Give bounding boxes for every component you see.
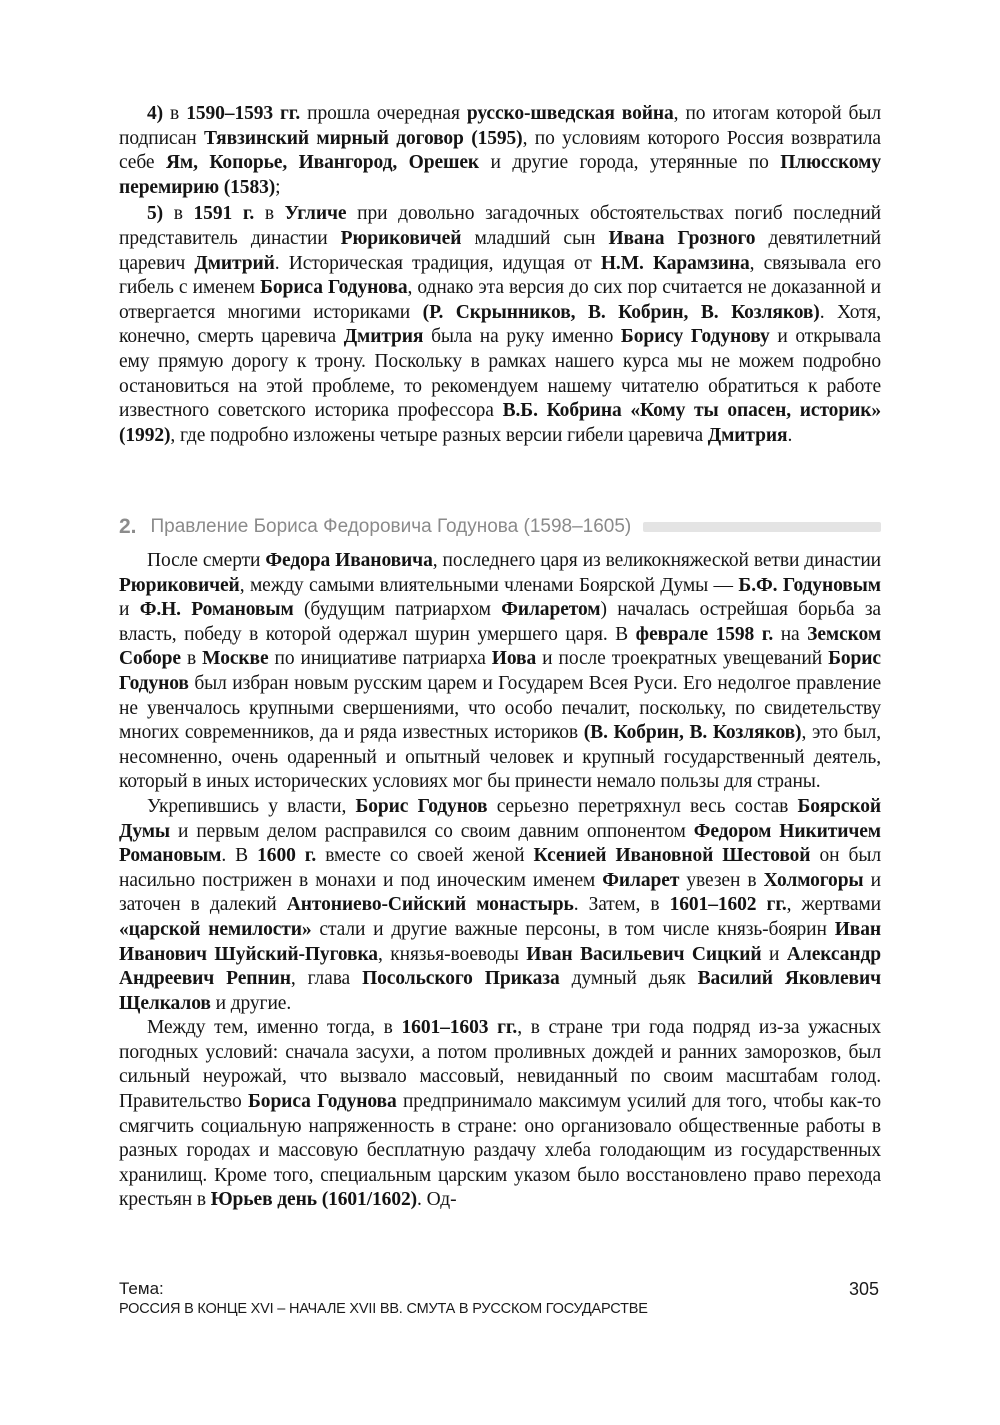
bold-text: Иова: [491, 648, 537, 670]
text-run: и заточен в далекий: [119, 869, 881, 916]
text-run: в: [163, 103, 187, 124]
bold-text: Бориса Годунова: [248, 1091, 397, 1113]
text-run: стали и другие важные персоны, в том числе князь-боярин: [311, 918, 835, 940]
text-run: в: [180, 648, 203, 670]
bold-text: Дмитрия: [707, 424, 788, 446]
text-run: ) началась острейшая борьба за власть, победу в которой одержал шурин умершего царя. В: [119, 599, 881, 645]
text-run: была на руку именно: [423, 326, 621, 348]
bold-text: Иван Иванович Шуйский-Пуговка: [119, 918, 881, 965]
text-run: , князья-воеводы: [377, 943, 527, 965]
text-run: на: [773, 623, 808, 645]
text-run: увезен в: [679, 869, 764, 891]
list-item: [119, 202, 881, 448]
bold-text: Ксенией Ивановной Шестовой: [533, 845, 811, 867]
bold-text: русско-шведская война: [466, 103, 674, 124]
section-heading: [119, 512, 881, 542]
section-rule: [643, 522, 881, 532]
bold-text: Александр Андреевич Репнин: [119, 943, 882, 990]
bold-text: Земском Соборе: [119, 623, 881, 670]
bold-text: Плюсскому перемирию (1583): [119, 152, 881, 198]
bold-text: Угличе: [284, 203, 347, 225]
bold-text: Боярской Думы: [119, 795, 881, 842]
text-run: и другие города, утерянные по: [479, 152, 781, 174]
text-run: После смерти: [147, 550, 266, 571]
bold-text: Дмитрий: [194, 252, 275, 274]
text-run: , последнего царя из великокняжеской ветви династии: [432, 550, 881, 571]
bold-text: Дмитрия: [343, 326, 424, 348]
text-run: . В: [221, 845, 258, 867]
text-run: Между тем, именно тогда, в: [147, 1017, 402, 1039]
text-run: и другие.: [210, 992, 292, 1014]
text-run: в: [163, 203, 194, 225]
text-run: прошла очередная: [300, 103, 467, 124]
bold-text: Ям, Копорье, Ивангород, Орешек: [165, 152, 480, 174]
text-run: и открывала ему прямую дорогу к трону. Поскольку в рамках нашего курса мы не можем подробно остановиться на этой проблеме, то рекомендуем нашему читателю обратиться к работе известного советского историка профессора: [119, 326, 881, 422]
text-run: ;: [275, 176, 281, 198]
bold-text: Рюриковичей: [340, 227, 462, 249]
bold-text: Юрьев день (1601/1602): [210, 1189, 418, 1211]
list-item: [119, 102, 881, 200]
bold-text: Федора Ивановича: [265, 550, 433, 571]
text-run: серьезно перетряхнул весь состав: [487, 795, 798, 817]
text-run: думный дьяк: [559, 968, 698, 990]
bold-text: Василий Яковлевич Щелкалов: [119, 968, 881, 1014]
text-run: , глава: [290, 968, 363, 990]
bold-text: В.Б. Кобрина «Кому ты опасен, историк» (1992): [119, 400, 882, 446]
bold-text: Ф.Н. Романовым: [139, 599, 294, 621]
bold-text: (В. Кобрин, В. Козляков): [583, 722, 802, 744]
section-title: Правление Бориса Федоровича Годунова (1598–1605): [150, 516, 632, 537]
paragraph: [119, 795, 881, 1016]
body-text: [119, 549, 881, 1213]
paragraph: [119, 1016, 881, 1213]
text-run: Укрепившись у власти,: [147, 795, 356, 817]
bold-text: Иван Васильевич Сицкий: [526, 943, 762, 965]
text-run: девятилетний царевич: [119, 227, 881, 274]
text-run: и после троекратных увещеваний: [536, 648, 829, 670]
text-run: вместе со своей женой: [316, 845, 534, 867]
text-run: , жертвами: [786, 894, 881, 916]
text-run: он был насильно пострижен в монахи и под иноческим именем: [119, 845, 882, 891]
text-run: , это был, несомненно, очень одаренный и опытный человек и крупный государственный деятель, который в иных исторических условиях мог бы принести немало пользы для страны.: [119, 722, 881, 793]
text-run: . Хотя, конечно, смерть царевича: [119, 301, 881, 348]
text-run: . Затем, в: [573, 894, 670, 916]
bold-text: 1590–1593 гг.: [186, 103, 301, 124]
bold-text: Тявзинский мирный договор (1595): [204, 127, 523, 149]
bold-text: Н.М. Карамзина: [600, 252, 750, 274]
bold-text: 1591 г.: [193, 203, 255, 225]
footer-topic-label: Тема:: [119, 1279, 164, 1298]
bold-text: 5): [147, 203, 164, 225]
bold-text: 1601–1603 гг.: [401, 1017, 518, 1039]
text-run: в: [254, 203, 285, 225]
section-number: 2.: [119, 515, 137, 538]
bold-text: 1601–1602 гг.: [669, 894, 787, 916]
bold-text: 4): [147, 103, 164, 124]
text-run: и: [119, 599, 140, 621]
text-run: при довольно загадочных обстоятельствах погиб последний представитель династии: [119, 203, 881, 249]
bold-text: Москве: [202, 648, 269, 670]
text-run: младший сын: [461, 227, 609, 249]
text-run: (будущим патриархом: [293, 599, 502, 621]
text-run: предпринимало максимум усилий для того, чтобы как-то смягчить социальную напряженность в стране: оно организовало общественные работы в разных городах и массовую бесплатную раздачу хлеба голодающим из государственных хранилищ. Кроме того, специальным царским указом было восстановлено право перехода крестьян в: [119, 1091, 881, 1211]
text-run: . Од-: [417, 1189, 457, 1211]
bold-text: Филаретом: [501, 599, 601, 621]
bold-text: Антониево-Сийский монастырь: [286, 894, 574, 916]
text-run: был избран новым русским царем и Государем Всея Руси. Его недолгое правление не увенчалось крупными свершениями, что особо печалит, поскольку, по свидетельству многих современников, да и ряда известных историков: [119, 672, 881, 744]
page-number: 305: [848, 1279, 879, 1299]
text-run: по инициативе патриарха: [268, 648, 492, 670]
text-run: , однако эта версия до сих пор считается не доказанной и отвергается многими историками: [119, 277, 881, 323]
bold-text: феврале 1598 г.: [635, 623, 774, 645]
bold-text: Борис Годунов: [119, 648, 881, 694]
bold-text: Бориса Годунова: [260, 277, 408, 299]
bold-text: Ивана Грозного: [608, 227, 756, 249]
text-run: , по итогам которой был подписан: [119, 103, 881, 149]
paragraph: [119, 549, 881, 795]
text-run: , связывала его гибель с именем: [119, 252, 881, 299]
bold-text: Борису Годунову: [620, 326, 770, 348]
bold-text: Федором Никитичем Романовым: [119, 820, 881, 867]
bold-text: (Р. Скрынников, В. Кобрин, В. Козляков): [422, 301, 820, 323]
bold-text: 1600 г.: [257, 845, 317, 867]
bold-text: Холмогоры: [763, 869, 864, 891]
text-run: , в стране три года подряд из-за ужасных погодных условий: сначала засухи, а потом проливных дождей и ранних заморозков, был сильный неурожай, что вызвало массовый, невиданный по своим масштабам голод. Правительство: [119, 1017, 881, 1113]
text-run: и первым делом расправился со своим давним оппонентом: [170, 820, 694, 842]
bold-text: Б.Ф. Годуновым: [738, 574, 881, 596]
text-run: .: [787, 424, 793, 446]
text-run: . Историческая традиция, идущая от: [274, 252, 601, 274]
bold-text: Рюриковичей: [119, 574, 240, 596]
numbered-list: [119, 102, 881, 450]
footer-topic-title: РОССИЯ В КОНЦЕ XVI – НАЧАЛЕ XVII ВВ. СМУТА В РУССКОМ ГОСУДАРСТВЕ: [119, 1301, 648, 1317]
bold-text: Борис Годунов: [355, 795, 488, 817]
text-run: , где подробно изложены четыре разных версии гибели царевича: [170, 424, 708, 446]
bold-text: «царской немилости»: [119, 918, 312, 940]
text-run: и: [761, 943, 787, 965]
text-run: , между самыми влиятельными членами Боярской Думы —: [239, 574, 739, 596]
bold-text: Филарет: [602, 869, 680, 891]
text-run: , по условиям которого Россия возвратила себе: [119, 127, 881, 174]
bold-text: Посольского Приказа: [362, 968, 560, 990]
